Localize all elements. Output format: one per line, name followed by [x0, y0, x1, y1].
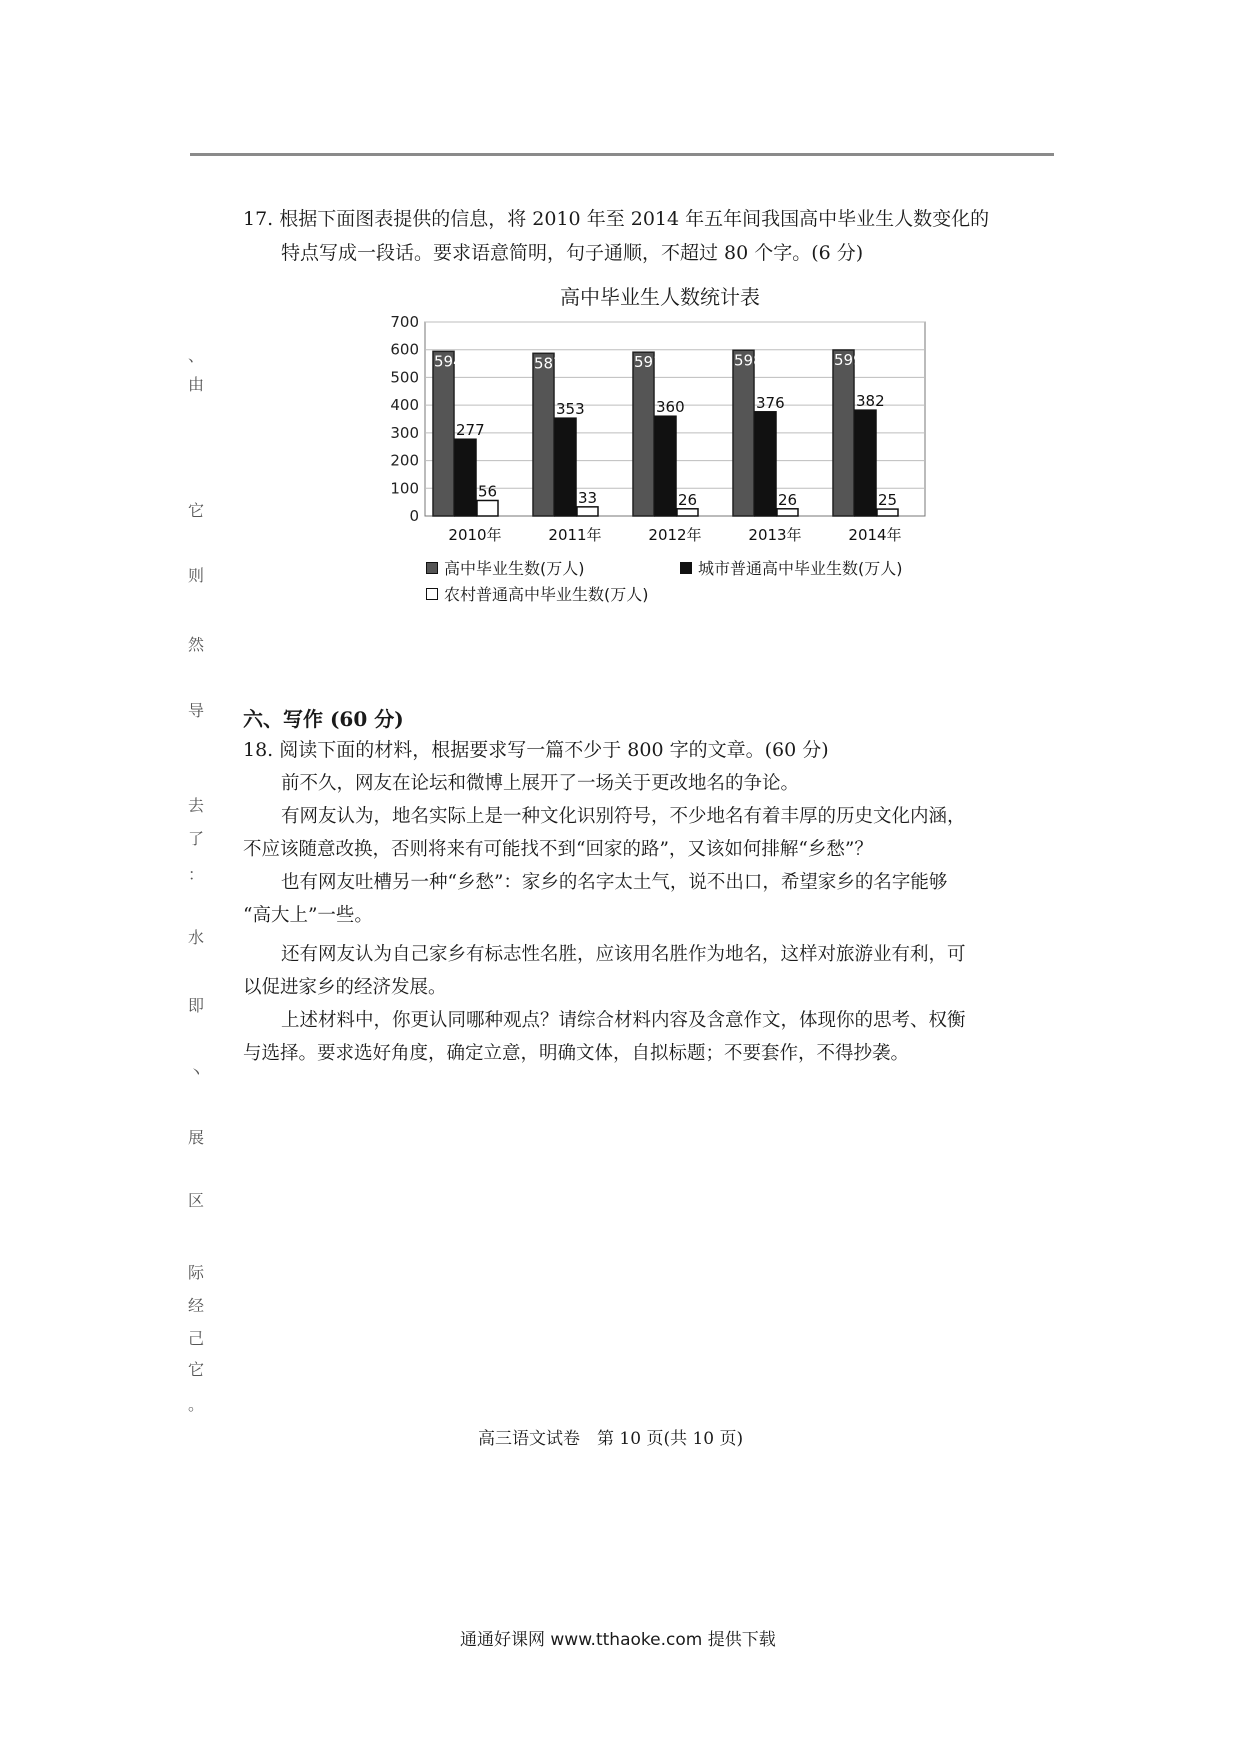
material-line-8: 上述材料中，你更认同哪种观点？请综合材料内容及含意作文，体现你的思考、权衡 [281, 1010, 966, 1031]
bar-value-label: 26 [678, 490, 698, 509]
x-tick-label: 2010年 [448, 526, 502, 544]
bar-value-label: 587 [534, 354, 563, 373]
bar-rural [477, 500, 498, 516]
y-tick-label: 200 [390, 451, 419, 470]
material-line-9: 与选择。要求选好角度，确定立意，明确文体，自拟标题；不要套作，不得抄袭。 [243, 1043, 910, 1064]
bar-value-label: 594 [434, 352, 463, 371]
question-18: 18. 阅读下面的材料，根据要求写一篇不少于 800 字的文章。(60 分) [243, 739, 829, 761]
legend-item-urban [680, 556, 903, 579]
legend-swatch-rural [426, 588, 438, 600]
bar-urban [755, 412, 776, 516]
bar-urban [455, 439, 476, 516]
margin-mark: 经 [188, 1296, 205, 1315]
bar-value-label: 26 [778, 490, 798, 509]
y-tick-label: 600 [390, 340, 419, 359]
bar-value-label: 360 [656, 398, 685, 417]
bar-value-label: 33 [578, 488, 598, 507]
bar-total [833, 350, 854, 516]
x-tick-label: 2012年 [648, 526, 702, 544]
y-tick-label: 300 [390, 423, 419, 442]
bar-total [733, 350, 754, 516]
margin-mark: 去 [188, 796, 205, 815]
margin-mark: 由 [188, 375, 205, 394]
margin-mark: 它 [188, 1360, 205, 1379]
margin-mark: 展 [188, 1128, 205, 1147]
legend-label-rural: 农村普通高中毕业生数(万人) [444, 585, 649, 604]
y-tick-label: 100 [390, 479, 419, 498]
bar-total [433, 351, 454, 516]
x-tick-label: 2011年 [548, 526, 602, 544]
bar-urban [655, 416, 676, 516]
bar-value-label: 25 [878, 491, 898, 510]
margin-mark: 水 [188, 928, 205, 947]
header-rule [190, 153, 1054, 156]
legend-item-rural [426, 582, 649, 605]
question-17-line-2: 特点写成一段话。要求语意简明，句子通顺，不超过 80 个字。(6 分) [281, 242, 864, 264]
margin-mark: 、 [188, 346, 205, 365]
margin-mark: 际 [188, 1263, 205, 1282]
bar-value-label: 382 [856, 392, 885, 411]
bar-rural [677, 509, 698, 516]
margin-mark: 。 [188, 1395, 205, 1414]
margin-mark: 了 [188, 829, 205, 848]
bar-urban [855, 410, 876, 516]
bar-urban [555, 418, 576, 516]
bar-value-label: 598 [734, 351, 763, 370]
legend-label-total: 高中毕业生数(万人) [444, 559, 585, 578]
x-tick-label: 2013年 [748, 526, 802, 544]
bar-chart [380, 310, 940, 550]
material-line-6: 还有网友认为自己家乡有标志性名胜，应该用名胜作为地名，这样对旅游业有利，可 [281, 944, 966, 965]
material-line-4: 也有网友吐槽另一种“乡愁”：家乡的名字太土气，说不出口，希望家乡的名字能够 [281, 872, 948, 893]
legend-swatch-total [426, 562, 438, 574]
page-footer: 高三语文试卷 第 10 页(共 10 页) [478, 1429, 744, 1449]
bar-value-label: 56 [478, 482, 498, 501]
y-tick-label: 700 [390, 313, 419, 331]
bar-value-label: 599 [834, 350, 863, 369]
legend-item-total [426, 556, 585, 579]
bar-rural [577, 507, 598, 516]
legend-label-urban: 城市普通高中毕业生数(万人) [698, 559, 903, 578]
y-tick-label: 0 [409, 507, 419, 525]
material-line-2: 有网友认为，地名实际上是一种文化识别符号，不少地名有着丰厚的历史文化内涵， [281, 806, 966, 827]
margin-mark: 区 [188, 1191, 205, 1210]
legend-swatch-urban [680, 562, 692, 574]
margin-mark: ： [188, 865, 205, 884]
margin-mark: 它 [188, 501, 205, 520]
margin-mark: 导 [188, 701, 205, 720]
material-line-5: “高大上”一些。 [243, 905, 373, 926]
material-line-7: 以促进家乡的经济发展。 [243, 977, 447, 998]
site-footer: 通通好课网 www.tthaoke.com 提供下载 [460, 1630, 776, 1650]
y-tick-label: 400 [390, 396, 419, 415]
margin-mark: 己 [188, 1329, 205, 1348]
bar-total [533, 353, 554, 516]
margin-mark: 则 [188, 566, 205, 585]
question-17-line-1: 17. 根据下面图表提供的信息，将 2010 年至 2014 年五年间我国高中毕业生人数变化的 [243, 208, 990, 230]
bar-total [633, 352, 654, 516]
material-line-1: 前不久，网友在论坛和微博上展开了一场关于更改地名的争论。 [281, 773, 800, 794]
bar-value-label: 353 [556, 400, 585, 419]
margin-mark: 即 [188, 996, 205, 1015]
bar-value-label: 277 [456, 421, 485, 440]
x-tick-label: 2014年 [848, 526, 902, 544]
material-line-3: 不应该随意改换，否则将来有可能找不到“回家的路”，又该如何排解“乡愁”？ [243, 839, 873, 860]
margin-mark: 丶 [188, 1063, 205, 1082]
section-6-heading: 六、写作 (60 分) [243, 707, 404, 731]
bar-value-label: 591 [634, 353, 663, 372]
bar-value-label: 376 [756, 393, 785, 412]
chart-title: 高中毕业生人数统计表 [560, 285, 760, 309]
bar-rural [777, 509, 798, 516]
margin-mark: 然 [188, 635, 205, 654]
bar-rural [877, 509, 898, 516]
y-tick-label: 500 [390, 368, 419, 387]
